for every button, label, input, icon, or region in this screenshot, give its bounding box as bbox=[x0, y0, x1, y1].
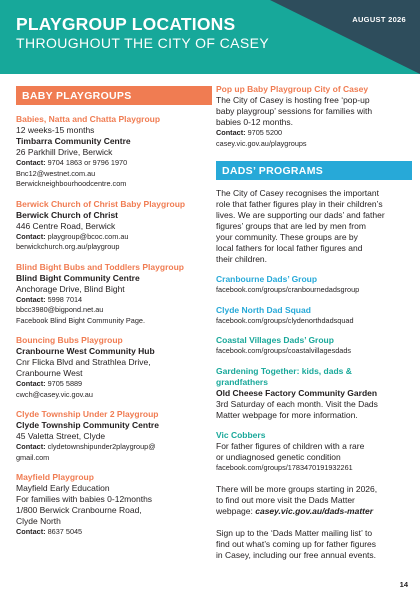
playgroup-address: Anchorage Drive, Blind Bight bbox=[16, 283, 125, 294]
playgroup-contact bbox=[16, 442, 212, 453]
playgroup-contact bbox=[16, 527, 212, 538]
contact-label: Contact: bbox=[16, 158, 46, 167]
playgroup-address: 446 Centre Road, Berwick bbox=[16, 220, 116, 231]
contact-label: Contact: bbox=[216, 128, 246, 137]
playgroup-address: Clyde North bbox=[16, 516, 61, 526]
playgroup-venue: Blind Bight Community Centre bbox=[16, 272, 140, 283]
playgroup-title: Mayfield Playgroup bbox=[16, 472, 94, 482]
more-groups-line: There will be more groups starting in 2026, bbox=[216, 484, 378, 494]
gardening-title: grandfathers bbox=[216, 376, 268, 387]
dads-group-title: Coastal Villages Dads’ Group bbox=[216, 335, 334, 345]
playgroup-venue: Clyde Township Community Centre bbox=[16, 420, 159, 430]
more-groups-note bbox=[216, 484, 412, 517]
dads-group-link[interactable]: facebook.com/groups/clydenorthdadsquad bbox=[216, 315, 354, 325]
playgroup-title: Blind Bight Bubs and Toddlers Playgroup bbox=[16, 261, 184, 272]
gardening-entry bbox=[216, 366, 412, 421]
playgroup-title: Babies, Natta and Chatta Playgroup bbox=[16, 114, 161, 124]
playgroup-venue: Timbarra Community Centre bbox=[16, 136, 131, 146]
intro-line: The City of Casey recognises the important bbox=[216, 188, 379, 198]
intro-line: lives. We are supporting our dads’ and father bbox=[216, 210, 385, 220]
playgroup-contact bbox=[16, 232, 212, 243]
issue-date: AUGUST 2026 bbox=[352, 15, 406, 24]
playgroup-address: 45 Valetta Street, Clyde bbox=[16, 431, 106, 441]
playgroup-email[interactable]: bbcc3980@bigpond.net.au bbox=[16, 305, 104, 314]
contact-value[interactable]: 9704 1863 or 9796 1970 bbox=[47, 158, 128, 167]
signup-line: Sign up to the ‘Dads Matter mailing list’ to bbox=[216, 528, 373, 538]
dads-programs-heading: DADS’ PROGRAMS bbox=[216, 161, 412, 180]
dads-intro bbox=[216, 188, 412, 265]
playgroup-title: Berwick Church of Christ Baby Playgroup bbox=[16, 198, 186, 209]
gardening-venue: Old Cheese Factory Community Garden bbox=[216, 387, 378, 398]
contact-value[interactable]: playgroup@bcoc.com.au bbox=[47, 231, 129, 241]
baby-playgroups-heading: BABY PLAYGROUPS bbox=[16, 86, 212, 105]
popup-playgroup-entry bbox=[216, 84, 412, 149]
playgroup-title: Clyde Township Under 2 Playgroup bbox=[16, 409, 159, 419]
playgroup-address: Cnr Flicka Blvd and Strathlea Drive, bbox=[16, 357, 151, 367]
playgroup-contact bbox=[16, 158, 212, 169]
contact-label: Contact: bbox=[16, 379, 46, 388]
playgroup-email[interactable]: gmail.com bbox=[16, 452, 50, 462]
intro-line: local fathers for local father figures and bbox=[216, 243, 363, 253]
vic-cobbers-title: Vic Cobbers bbox=[216, 429, 266, 440]
header-accent-shape bbox=[270, 0, 420, 74]
gardening-title: Gardening Together: kids, dads & bbox=[216, 365, 352, 376]
contact-label: Contact: bbox=[16, 442, 46, 451]
page-subtitle: THROUGHOUT THE CITY OF CASEY bbox=[16, 35, 270, 51]
contact-value[interactable]: 5998 7014 bbox=[47, 294, 83, 304]
contact-label: Contact: bbox=[16, 527, 46, 536]
popup-description: The City of Casey is hosting free ‘pop-up bbox=[216, 95, 370, 105]
playgroup-website[interactable]: Berwickneighbourhoodcentre.com bbox=[16, 179, 127, 188]
playgroup-address: For families with babies 0-12months bbox=[16, 494, 153, 504]
dads-group-entry bbox=[216, 305, 412, 327]
gardening-details: 3rd Saturday of each month. Visit the Dads bbox=[216, 398, 378, 409]
intro-line: their children. bbox=[216, 254, 268, 264]
dads-group-link[interactable]: facebook.com/groups/cranbournedadsgroup bbox=[216, 285, 360, 294]
more-groups-line bbox=[216, 506, 412, 517]
contact-value[interactable]: clydetownshipunder2playgroup@ bbox=[47, 442, 156, 451]
dads-group-entry bbox=[216, 274, 412, 296]
left-column bbox=[16, 86, 212, 538]
playgroup-venue: Berwick Church of Christ bbox=[16, 209, 119, 220]
intro-line: figures’ groups that are led by men from bbox=[216, 221, 366, 231]
dads-group-link[interactable]: facebook.com/groups/coastalvillagesdads bbox=[216, 346, 352, 355]
vic-cobbers-link[interactable]: facebook.com/groups/1783470191932261 bbox=[216, 462, 353, 472]
vic-cobbers-entry bbox=[216, 430, 412, 474]
vic-cobbers-details: or undiagnosed genetic condition bbox=[216, 451, 341, 462]
playgroup-age: 12 weeks-15 months bbox=[16, 125, 95, 135]
contact-value[interactable]: 8637 5045 bbox=[47, 527, 83, 536]
dads-group-title: Cranbourne Dads’ Group bbox=[216, 274, 318, 284]
popup-website[interactable]: casey.vic.gov.au/playgroups bbox=[216, 138, 307, 148]
popup-contact bbox=[216, 128, 412, 139]
more-groups-line: to find out more visit the Dads Matter bbox=[216, 495, 355, 505]
page-number: 14 bbox=[399, 580, 408, 589]
contact-value[interactable]: 9705 5889 bbox=[47, 379, 83, 388]
dads-group-entry bbox=[216, 335, 412, 357]
popup-description: babies 0-12 months. bbox=[216, 117, 294, 127]
playgroup-entry bbox=[16, 472, 212, 538]
popup-description: baby playgroup’ sessions for families with bbox=[216, 106, 373, 116]
contact-label: Contact: bbox=[16, 231, 46, 241]
playgroup-address: 1/800 Berwick Cranbourne Road, bbox=[16, 505, 142, 515]
playgroup-title: Bouncing Bubs Playgroup bbox=[16, 335, 123, 345]
intro-line: your community. These groups are by bbox=[216, 232, 358, 242]
playgroup-website[interactable]: berwickchurch.org.au/playgroup bbox=[16, 242, 120, 251]
intro-line: role that father figures play in their children’s bbox=[216, 199, 383, 209]
playgroup-address: Cranbourne West bbox=[16, 368, 83, 378]
page-header bbox=[0, 0, 420, 74]
playgroup-address: Mayfield Early Education bbox=[16, 483, 110, 493]
signup-line: in Casey, including our free annual events. bbox=[216, 550, 377, 560]
popup-playgroup-title: Pop up Baby Playgroup City of Casey bbox=[216, 84, 369, 94]
contact-value[interactable]: 9705 5200 bbox=[247, 128, 283, 137]
signup-note bbox=[216, 528, 412, 561]
playgroup-entry bbox=[16, 199, 212, 253]
contact-label: Contact: bbox=[16, 294, 46, 304]
gardening-details: Matter webpage for more information. bbox=[216, 409, 358, 420]
dads-group-title: Clyde North Dad Squad bbox=[216, 304, 311, 315]
right-column bbox=[216, 84, 412, 561]
signup-line: find out what’s coming up for father figures bbox=[216, 539, 377, 549]
playgroup-contact bbox=[16, 379, 212, 390]
playgroup-entry bbox=[16, 262, 212, 327]
playgroup-entry bbox=[16, 114, 212, 190]
playgroup-email[interactable]: cwch@casey.vic.gov.au bbox=[16, 389, 93, 399]
playgroup-entry bbox=[16, 335, 212, 400]
playgroup-venue: Cranbourne West Community Hub bbox=[16, 346, 155, 356]
dads-matter-link[interactable]: casey.vic.gov.au/dads-matter bbox=[255, 506, 374, 516]
webpage-prefix: webpage: bbox=[216, 506, 256, 516]
playgroup-contact bbox=[16, 295, 212, 306]
playgroup-email[interactable]: Bnc12@westnet.com.au bbox=[16, 168, 96, 178]
playgroup-facebook[interactable]: Facebook Blind Bight Community Page. bbox=[16, 315, 145, 325]
vic-cobbers-details: For father figures of children with a rare bbox=[216, 440, 365, 451]
playgroup-entry bbox=[16, 409, 212, 463]
page-title: PLAYGROUP LOCATIONS bbox=[16, 14, 236, 34]
playgroup-address: 26 Parkhill Drive, Berwick bbox=[16, 147, 113, 157]
